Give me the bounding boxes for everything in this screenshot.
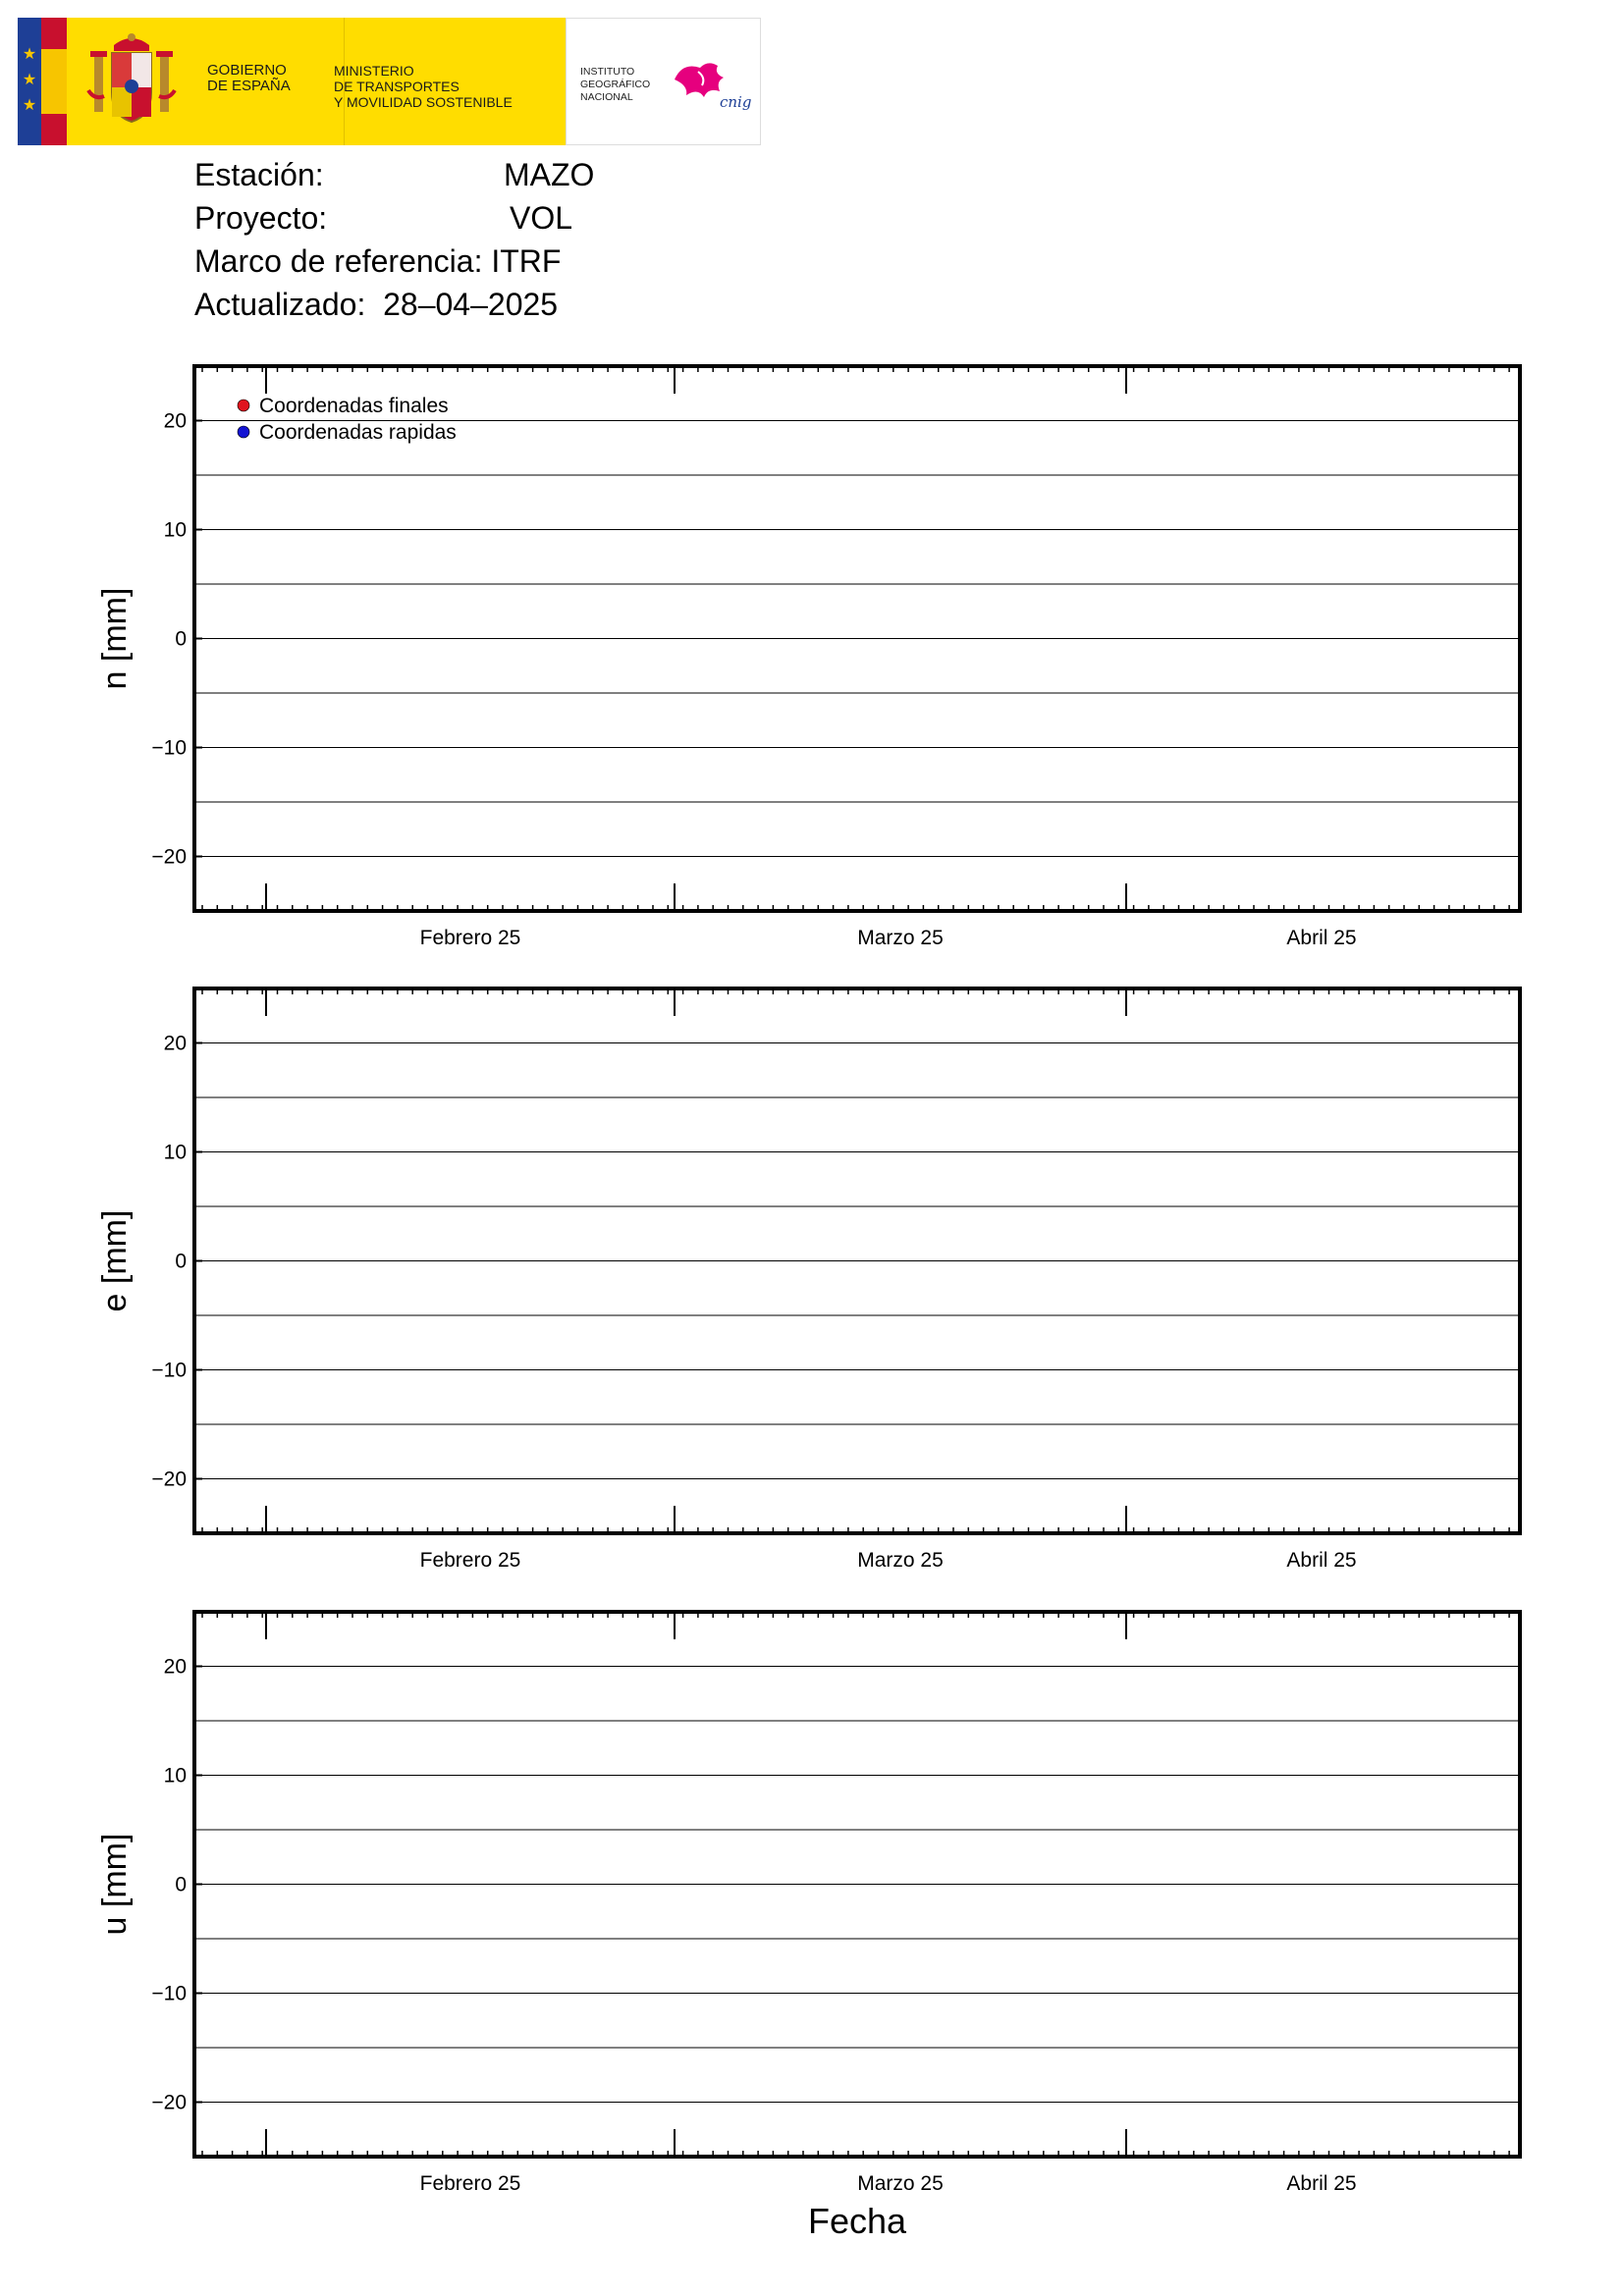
ign-line-3: NACIONAL	[580, 91, 633, 103]
x-tick-label: Febrero 25	[419, 2172, 521, 2195]
y-tick-label: 20	[163, 409, 187, 433]
y-tick-label: 20	[163, 1655, 187, 1679]
ministry-line-2: DE TRANSPORTES	[334, 79, 460, 94]
legend-label: Coordenadas rapidas	[259, 421, 457, 444]
y-tick-label: 0	[175, 627, 187, 651]
y-tick-label: 10	[163, 1764, 187, 1788]
y-tick-label: −20	[151, 2091, 187, 2114]
ministry-line-1: MINISTERIO	[334, 63, 414, 79]
frame-value: ITRF	[491, 243, 562, 279]
gov-line-1: GOBIERNO	[207, 62, 287, 79]
y-tick-label: −10	[151, 736, 187, 760]
legend-marker	[238, 400, 249, 411]
legend-label: Coordenadas finales	[259, 395, 449, 417]
ign-line-2: GEOGRÁFICO	[580, 79, 651, 90]
cnig-logo-text: cnig	[720, 93, 752, 111]
x-tick-label: Febrero 25	[419, 1549, 521, 1572]
frame-label: Marco de referencia:	[194, 243, 483, 279]
y-tick-label: 10	[163, 518, 187, 542]
y-tick-label: −10	[151, 1359, 187, 1382]
x-tick-label: Marzo 25	[857, 1549, 944, 1572]
y-tick-label: −20	[151, 845, 187, 869]
y-tick-label: 20	[163, 1032, 187, 1055]
y-tick-label: 10	[163, 1141, 187, 1164]
star-icon: ★	[22, 97, 37, 114]
x-tick-label: Abril 25	[1286, 1549, 1357, 1572]
star-icon: ★	[22, 46, 37, 63]
x-tick-label: Marzo 25	[857, 2172, 944, 2195]
y-axis-title: e [mm]	[96, 1209, 134, 1312]
ministry-line-3: Y MOVILIDAD SOSTENIBLE	[334, 94, 513, 110]
y-axis-title: n [mm]	[96, 587, 134, 690]
ign-line-1: INSTITUTO	[580, 66, 635, 78]
star-icon: ★	[22, 72, 37, 88]
x-tick-label: Febrero 25	[419, 927, 521, 949]
y-tick-label: −20	[151, 1468, 187, 1491]
x-tick-label: Marzo 25	[857, 927, 944, 949]
x-axis-title: Fecha	[807, 2201, 907, 2241]
y-tick-label: −10	[151, 1982, 187, 2005]
x-tick-label: Abril 25	[1286, 927, 1357, 949]
updated-value: 28–04–2025	[383, 287, 559, 322]
station-value: MAZO	[504, 157, 595, 192]
y-tick-label: 0	[175, 1873, 187, 1896]
y-tick-label: 0	[175, 1250, 187, 1273]
station-label: Estación:	[194, 157, 324, 192]
updated-label: Actualizado:	[194, 287, 366, 322]
x-tick-label: Abril 25	[1286, 2172, 1357, 2195]
gov-line-2: DE ESPAÑA	[207, 78, 291, 94]
legend-marker	[238, 426, 249, 438]
project-value: VOL	[510, 200, 573, 236]
y-axis-title: u [mm]	[96, 1833, 134, 1936]
project-label: Proyecto:	[194, 200, 328, 236]
